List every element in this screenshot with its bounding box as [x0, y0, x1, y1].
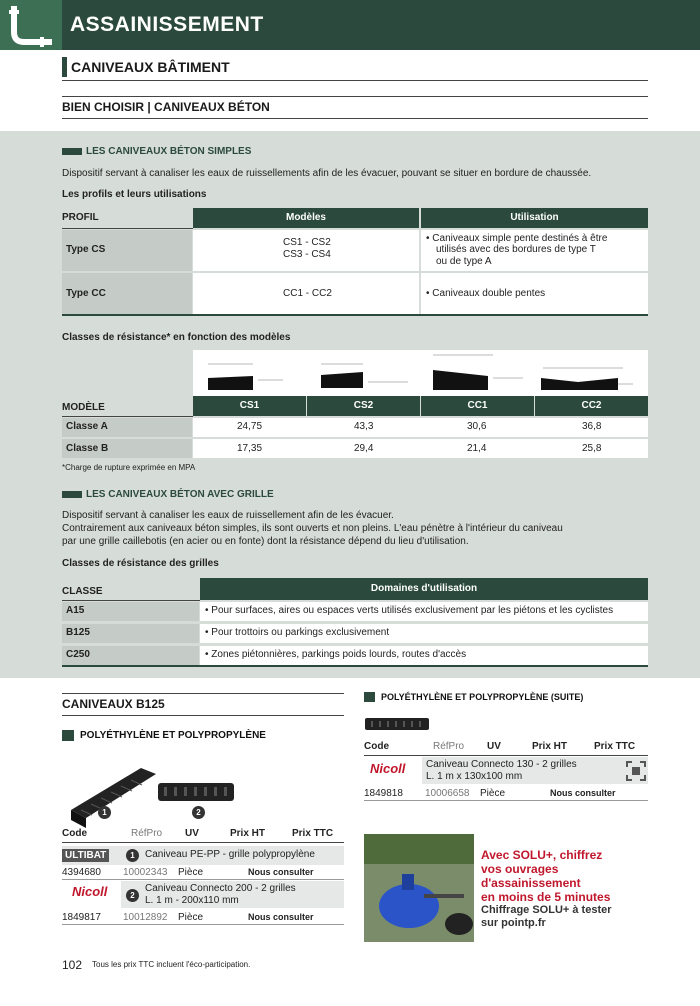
product-desc: L. 1 m - 200x110 mm [145, 895, 239, 906]
class-label: Classe B [66, 443, 109, 454]
badge-1: 1 [126, 849, 139, 862]
domain-cell: • Pour surfaces, aires ou espaces verts utilisés exclusivement par les piétons et les cyclistes [205, 605, 614, 616]
divider [62, 693, 344, 694]
value-cell: 36,8 [582, 421, 602, 432]
page-number: 102 [62, 958, 83, 972]
promo-banner[interactable] [364, 834, 648, 942]
resist-title: Classes de résistance* en fonction des modèles [62, 332, 291, 343]
grille-desc: Dispositif servant à canaliser les eaux de ruissellement afin de les évacuer. [62, 510, 394, 521]
product-code: 4394680 [62, 867, 101, 878]
model-header: CS2 [307, 396, 420, 416]
col-classe: CLASSE [62, 586, 103, 597]
product-image [364, 716, 430, 735]
heading-marker [62, 490, 82, 501]
badge-2: 2 [192, 806, 205, 819]
profile-drawings [193, 350, 648, 396]
value-cell: 24,75 [237, 421, 263, 432]
col-code: Code [364, 741, 389, 752]
b125-title: CANIVEAUX B125 [62, 697, 165, 711]
promo-line: Avec SOLU+, chiffrez [481, 848, 603, 862]
pipe-icon [0, 0, 62, 50]
modeles-cell: CC1 - CC2 [283, 288, 332, 299]
grille-desc: Contrairement aux caniveaux béton simples, ils sont ouverts et non pleins. L'eau pénètre à l'intérieur du caniveau [62, 523, 563, 534]
simples-heading: LES CANIVEAUX BÉTON SIMPLES [86, 146, 252, 157]
divider [62, 228, 193, 229]
product-image-2 [156, 780, 236, 807]
product-code: 1849818 [364, 788, 403, 799]
page-title: ASSAINISSEMENT [70, 13, 264, 36]
col-uv: UV [487, 741, 501, 752]
brand-logo: Nicoll [370, 761, 406, 776]
util-cell: utilisés avec des bordures de type T [436, 244, 596, 255]
divider [62, 96, 648, 97]
septic-tank-image [364, 834, 474, 942]
qr-code-icon[interactable] [626, 761, 646, 784]
col-utilisation: Utilisation [421, 208, 648, 228]
value-cell: 43,3 [354, 421, 374, 432]
subsection-title: BIEN CHOISIR | CANIVEAUX BÉTON [62, 100, 270, 114]
divider [62, 842, 344, 843]
model-header: CC2 [535, 396, 648, 416]
col-ttc: Prix TTC [292, 828, 334, 839]
product-price: Nous consulter [248, 867, 314, 877]
value-cell: 25,8 [582, 443, 602, 454]
class-label: Classe A [66, 421, 108, 432]
domain-cell: • Zones piétonnières, parkings poids lourds, routes d'accès [205, 649, 467, 660]
col-ht: Prix HT [230, 828, 266, 839]
classes-title: Classes de résistance des grilles [62, 558, 219, 569]
col-code: Code [62, 828, 87, 839]
value-cell: 21,4 [467, 443, 487, 454]
product-desc: Caniveau Connecto 200 - 2 grilles [145, 883, 296, 894]
product-price: Nous consulter [248, 912, 314, 922]
b125-sub: POLYÉTHYLÈNE ET POLYPROPYLÈNE [80, 730, 266, 741]
divider [364, 755, 648, 756]
profiles-title: Les profils et leurs utilisations [62, 189, 207, 200]
heading-marker [62, 730, 74, 741]
product-uv: Pièce [178, 867, 204, 878]
section-marker [62, 57, 67, 77]
class-cell: A15 [66, 605, 85, 616]
footer-note: Tous les prix TTC incluent l'éco-participation. [92, 960, 251, 969]
footnote: *Charge de rupture exprimée en MPA [62, 463, 196, 472]
modeles-cell: CS1 - CS2 [283, 237, 331, 248]
product-desc: Caniveau PE-PP - grille polypropylène [145, 849, 315, 860]
grille-desc: par une grille caillebotis (en acier ou en fonte) dont la résistance dépend du lieu d'utilisation. [62, 536, 469, 547]
badge-2: 2 [126, 889, 139, 902]
util-cell: • Caniveaux double pentes [426, 288, 546, 299]
divider [62, 715, 344, 716]
col-modele: MODÈLE [62, 402, 105, 413]
divider [62, 879, 344, 880]
value-cell: 17,35 [237, 443, 263, 454]
divider [62, 924, 344, 925]
product-ref: 10006658 [425, 788, 470, 799]
product-uv: Pièce [178, 912, 204, 923]
value-cell: 30,6 [467, 421, 487, 432]
brand-logo: ULTIBAT [62, 849, 109, 862]
product-uv: Pièce [480, 788, 506, 799]
product-price: Nous consulter [550, 788, 616, 798]
profile-drawing-icon [193, 350, 648, 396]
col-modeles: Modèles [193, 208, 419, 228]
promo-line: Chiffrage SOLU+ à tester [481, 904, 612, 916]
heading-marker [364, 692, 375, 702]
divider [364, 800, 648, 801]
profil-cell: Type CS [66, 244, 106, 255]
class-cell: C250 [66, 649, 90, 660]
product-ref: 10012892 [123, 912, 168, 923]
col-refpro: RéfPro [131, 828, 163, 839]
util-cell: ou de type A [436, 256, 492, 267]
class-cell: B125 [66, 627, 90, 638]
product-desc: Caniveau Connecto 130 - 2 grilles [426, 759, 577, 770]
divider [62, 314, 648, 316]
divider [62, 665, 648, 667]
promo-link[interactable]: sur pointp.fr [481, 917, 546, 929]
product-image-1 [66, 760, 161, 833]
col-refpro: RéfPro [433, 741, 465, 752]
util-cell: • Caniveaux simple pente destinés à être [426, 233, 608, 244]
model-header: CC1 [421, 396, 534, 416]
col-ttc: Prix TTC [594, 741, 636, 752]
brand-logo: Nicoll [72, 884, 108, 899]
col-domaines: Domaines d'utilisation [200, 578, 648, 600]
divider [62, 118, 648, 119]
promo-line: vos ouvrages d'assainissement [481, 862, 581, 890]
section-title: CANIVEAUX BÂTIMENT [71, 59, 230, 75]
divider [62, 80, 648, 81]
grille-heading: LES CANIVEAUX BÉTON AVEC GRILLE [86, 489, 274, 500]
divider [62, 416, 193, 417]
product-ref: 10002343 [123, 867, 168, 878]
profil-cell: Type CC [66, 288, 106, 299]
col-profil: PROFIL [62, 212, 99, 223]
divider [62, 600, 200, 601]
simples-desc: Dispositif servant à canaliser les eaux de ruissellements afin de les évacuer, pouvant se situer en bordure de chaussée. [62, 168, 592, 179]
promo-line: en moins de 5 minutes [481, 890, 611, 904]
badge-1: 1 [98, 806, 111, 819]
domain-cell: • Pour trottoirs ou parkings exclusivement [205, 627, 390, 638]
col-uv: UV [185, 828, 199, 839]
heading-marker [62, 147, 82, 158]
suite-title: POLYÉTHYLÈNE ET POLYPROPYLÈNE (SUITE) [381, 692, 584, 702]
col-ht: Prix HT [532, 741, 568, 752]
product-desc: L. 1 m x 130x100 mm [426, 771, 523, 782]
value-cell: 29,4 [354, 443, 374, 454]
product-code: 1849817 [62, 912, 101, 923]
model-header: CS1 [193, 396, 306, 416]
modeles-cell: CS3 - CS4 [283, 249, 331, 260]
